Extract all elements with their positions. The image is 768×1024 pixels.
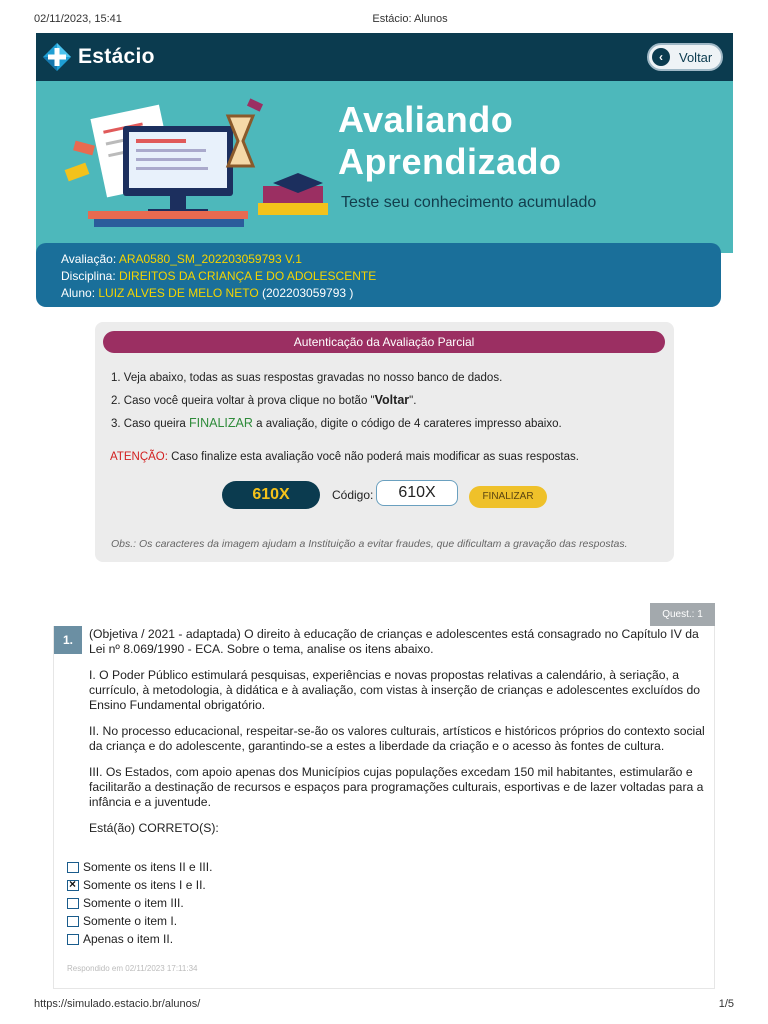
print-footer bbox=[0, 994, 768, 1024]
option-item[interactable] bbox=[67, 876, 212, 894]
aluno-label: Aluno: bbox=[61, 286, 96, 300]
instruction-3 bbox=[111, 416, 651, 432]
authentication-card bbox=[95, 322, 674, 562]
hero-subtitle: Teste seu conhecimento acumulado bbox=[341, 194, 597, 211]
question-item-i: I. O Poder Público estimulará pesquisas, experiências e novas propostas relativas a calendário, à seriação, a currículo, à metodologia, à didática e à avaliação, com vistas à inserção de crianças e adolescentes excluídos do Ensino Fundamental obrigatório. bbox=[89, 668, 701, 712]
question-item-ii: II. No processo educacional, respeitar-se-ão os valores culturais, artísticos e históricos próprios do contexto social da criança e do adolescente, garantindo-se a estes a liberdade da criação e o acesso às fontes de cultura. bbox=[89, 724, 705, 753]
print-header bbox=[0, 0, 768, 30]
instruction-2-voltar: Voltar bbox=[374, 393, 410, 407]
print-timestamp: 02/11/2023, 15:41 bbox=[34, 13, 122, 25]
hero-title-line1: Avaliando bbox=[338, 99, 514, 140]
code-input[interactable] bbox=[376, 480, 458, 506]
print-page-number: 1/5 bbox=[718, 998, 734, 1010]
question-number: 1. bbox=[54, 626, 82, 654]
checkbox-icon[interactable] bbox=[67, 916, 79, 927]
avaliacao-row bbox=[61, 251, 721, 268]
option-label: Somente os itens I e II. bbox=[83, 878, 206, 892]
authentication-header: Autenticação da Avaliação Parcial bbox=[103, 331, 665, 353]
brand-name: Estácio bbox=[78, 45, 155, 68]
instruction-3-pre: 3. Caso queira bbox=[111, 418, 189, 430]
instruction-3-post: a avaliação, digite o código de 4 carateres impresso abaixo. bbox=[252, 418, 562, 430]
instruction-2 bbox=[111, 393, 651, 409]
option-item[interactable] bbox=[67, 894, 212, 912]
checkbox-checked-icon[interactable] bbox=[67, 880, 79, 891]
option-label: Apenas o item II. bbox=[83, 932, 174, 946]
finalize-button[interactable]: FINALIZAR bbox=[469, 486, 547, 508]
aluno-row bbox=[61, 285, 721, 302]
answered-timestamp: Respondido em 02/11/2023 17:11:34 bbox=[67, 964, 198, 973]
attention-label: ATENÇÃO: bbox=[110, 451, 168, 463]
aluno-value: LUIZ ALVES DE MELO NETO bbox=[98, 286, 259, 300]
question-item-iii: III. Os Estados, com apoio apenas dos Municípios cujas populações excedam 150 mil habitantes, estimularão e facilitarão a destinação de recursos e espaços para programações culturais, esportivas e de lazer voltadas para a infância e a juventude. bbox=[89, 765, 704, 809]
back-arrow-icon: ‹ bbox=[652, 48, 670, 66]
question-prompt: Está(ão) CORRETO(S): bbox=[89, 821, 219, 835]
question-text bbox=[89, 627, 714, 847]
disciplina-row bbox=[61, 268, 721, 285]
hero-title-line2: Aprendizado bbox=[338, 141, 562, 182]
attention-text: Caso finalize esta avaliação você não poderá mais modificar as suas respostas. bbox=[167, 451, 579, 463]
print-page-title: Estácio: Alunos bbox=[372, 13, 448, 25]
avaliacao-value: ARA0580_SM_202203059793 V.1 bbox=[118, 252, 302, 266]
captcha-code: 610X bbox=[222, 481, 320, 509]
top-bar bbox=[36, 33, 733, 81]
back-button-label: Voltar bbox=[679, 49, 713, 65]
estacio-logo[interactable] bbox=[42, 41, 155, 73]
disciplina-label: Disciplina: bbox=[61, 269, 116, 283]
attention-note bbox=[110, 451, 579, 463]
back-button[interactable] bbox=[647, 43, 723, 71]
print-url: https://simulado.estacio.br/alunos/ bbox=[34, 998, 201, 1010]
estacio-logo-icon bbox=[42, 42, 72, 72]
option-label: Somente o item I. bbox=[83, 914, 178, 928]
question-panel bbox=[53, 626, 715, 989]
aluno-id: (202203059793 ) bbox=[262, 286, 354, 300]
checkbox-icon[interactable] bbox=[67, 862, 79, 873]
study-illustration-icon bbox=[48, 91, 328, 253]
observation-note: Obs.: Os caracteres da imagem ajudam a Instituição a evitar fraudes, que dificultam a gravação das respostas. bbox=[111, 538, 628, 550]
question-statement: (Objetiva / 2021 - adaptada) O direito à educação de crianças e adolescentes está consagrado no Capítulo IV da Lei nº 8.069/1990 - ECA. Sobre o tema, analise os itens abaixo. bbox=[89, 627, 699, 656]
question-tag: Quest.: 1 bbox=[650, 603, 715, 626]
instruction-2-post: ". bbox=[409, 395, 417, 407]
avaliacao-label: Avaliação: bbox=[61, 252, 117, 266]
checkbox-icon[interactable] bbox=[67, 934, 79, 945]
option-item[interactable] bbox=[67, 930, 212, 948]
option-label: Somente o item III. bbox=[83, 896, 184, 910]
instruction-2-pre: 2. Caso você queira voltar à prova clique no botão " bbox=[111, 395, 375, 407]
checkbox-icon[interactable] bbox=[67, 898, 79, 909]
answer-options bbox=[67, 858, 212, 948]
evaluation-info bbox=[36, 243, 721, 307]
instruction-3-finalizar: FINALIZAR bbox=[189, 416, 253, 430]
option-label: Somente os itens II e III. bbox=[83, 860, 213, 874]
instruction-1: 1. Veja abaixo, todas as suas respostas gravadas no nosso banco de dados. bbox=[111, 372, 503, 384]
hero-title bbox=[338, 99, 562, 183]
hero-banner bbox=[36, 81, 733, 253]
option-item[interactable] bbox=[67, 912, 212, 930]
instructions-list bbox=[111, 371, 651, 439]
disciplina-value: DIREITOS DA CRIANÇA E DO ADOLESCENTE bbox=[119, 269, 377, 283]
code-label: Código: bbox=[332, 488, 374, 502]
option-item[interactable] bbox=[67, 858, 212, 876]
